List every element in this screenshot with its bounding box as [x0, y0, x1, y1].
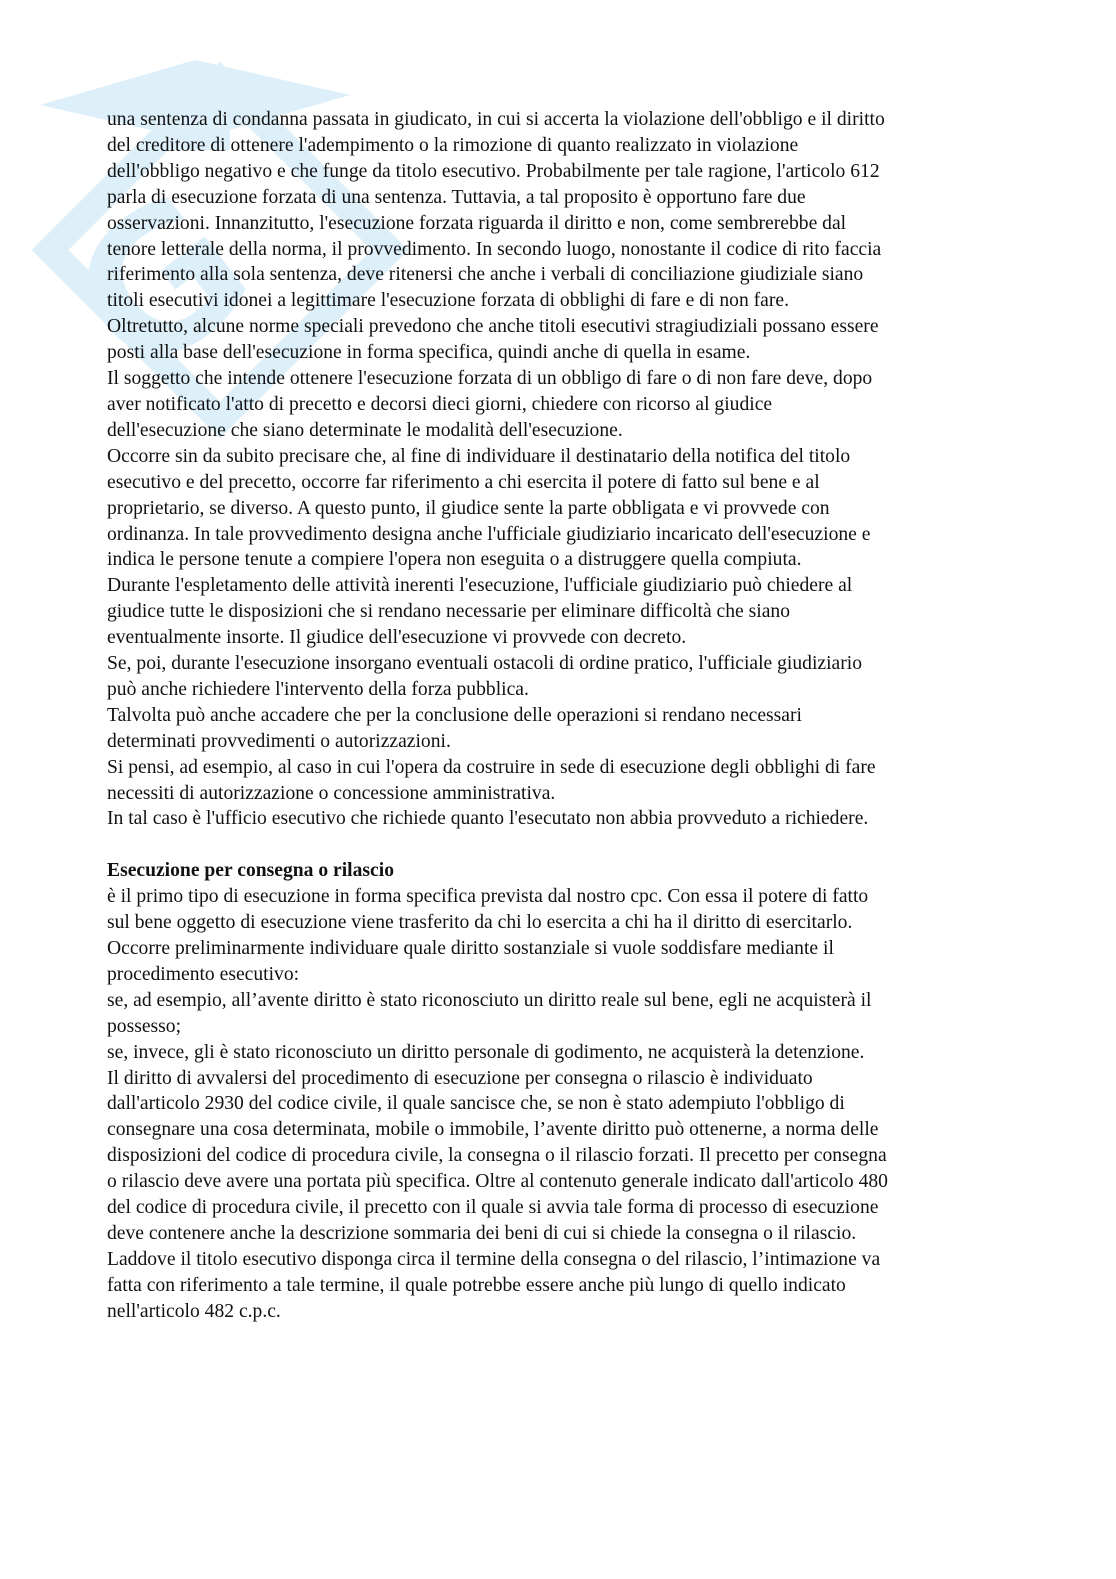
- text-line: deve contenere anche la descrizione sommaria dei beni di cui si chiede la consegna o il rilascio.: [107, 1222, 857, 1244]
- text-line: ordinanza. In tale provvedimento designa anche l'ufficiale giudiziario incaricato dell'esecuzione e: [107, 523, 871, 545]
- text-line: consegnare una cosa determinata, mobile o immobile, l’avente diritto può ottenerne, a norma delle: [107, 1119, 879, 1141]
- text-line: nell'articolo 482 c.p.c.: [107, 1300, 281, 1322]
- text-line: proprietario, se diverso. A questo punto, il giudice sente la parte obbligata e vi provvede con: [107, 497, 830, 519]
- text-line: del codice di procedura civile, il precetto con il quale si avvia tale forma di processo di esecuzione: [107, 1197, 879, 1219]
- text-line: disposizioni del codice di procedura civile, la consegna o il rilascio forzati. Il precetto per consegna: [107, 1145, 887, 1167]
- text-line: Talvolta può anche accadere che per la conclusione delle operazioni si rendano necessari: [107, 704, 802, 726]
- text-line: In tal caso è l'ufficio esecutivo che richiede quanto l'esecutato non abbia provveduto a richiedere.: [107, 808, 869, 830]
- text-line: determinati provvedimenti o autorizzazioni.: [107, 730, 451, 752]
- text-line: indica le persone tenute a compiere l'opera non eseguita o a distruggere quella compiuta.: [107, 549, 802, 571]
- text-line: una sentenza di condanna passata in giudicato, in cui si accerta la violazione dell'obbligo e il diritto: [107, 109, 885, 130]
- text-line: giudice tutte le disposizioni che si rendano necessarie per eliminare difficoltà che siano: [107, 601, 790, 623]
- text-line: procedimento esecutivo:: [107, 963, 300, 985]
- text-line: necessiti di autorizzazione o concessione amministrativa.: [107, 782, 556, 804]
- text-line: possesso;: [107, 1015, 182, 1037]
- text-line: esecutivo e del precetto, occorre far riferimento a chi esercita il potere di fatto sul bene e al: [107, 471, 820, 493]
- text-line: del creditore di ottenere l'adempimento o la rimozione di quanto realizzato in violazione: [107, 134, 799, 156]
- text-line: Il soggetto che intende ottenere l'esecuzione forzata di un obbligo di fare o di non fare deve, dopo: [107, 368, 873, 390]
- text-line: Laddove il titolo esecutivo disponga circa il termine della consegna o del rilascio, l’intimazione va: [107, 1248, 881, 1270]
- svg-text:G: G: [31, 149, 291, 420]
- text-line: dell'obbligo negativo e che funge da titolo esecutivo. Probabilmente per tale ragione, l'articolo 612: [107, 160, 880, 182]
- text-line: se, invece, gli è stato riconosciuto un diritto personale di godimento, ne acquisterà la detenzione.: [107, 1041, 865, 1063]
- text-line: dell'esecuzione che siano determinate le modalità dell'esecuzione.: [107, 419, 623, 441]
- text-line: osservazioni. Innanzitutto, l'esecuzione forzata riguarda il diritto e non, come sembrerebbe dal: [107, 212, 847, 234]
- text-line: o rilascio deve avere una portata più specifica. Oltre al contenuto generale indicato dall'articolo 480: [107, 1171, 888, 1193]
- text-line: tenore letterale della norma, il provvedimento. In secondo luogo, nonostante il codice di rito faccia: [107, 238, 882, 260]
- text-line: Se, poi, durante l'esecuzione insorgano eventuali ostacoli di ordine pratico, l'ufficiale giudiziario: [107, 653, 863, 675]
- text-line: Si pensi, ad esempio, al caso in cui l'opera da costruire in sede di esecuzione degli obblighi di fare: [107, 756, 876, 778]
- document-body: [107, 107, 1007, 1325]
- text-line: può anche richiedere l'intervento della forza pubblica.: [107, 678, 529, 700]
- text-line: Il diritto di avvalersi del procedimento di esecuzione per consegna o rilascio è individuato: [107, 1067, 813, 1089]
- text-line: riferimento alla sola sentenza, deve ritenersi che anche i verbali di conciliazione giudiziale siano: [107, 264, 864, 286]
- text-line: è il primo tipo di esecuzione in forma specifica prevista dal nostro cpc. Con essa il potere di fatto: [107, 886, 869, 908]
- text-line: se, ad esempio, all’avente diritto è stato riconosciuto un diritto reale sul bene, egli ne acquisterà il: [107, 989, 872, 1011]
- section-obblighi-di-fare: [107, 107, 1007, 832]
- section-heading: Esecuzione per consegna o rilascio: [107, 860, 394, 882]
- text-line: Occorre preliminarmente individuare quale diritto sostanziale si vuole soddisfare mediante il: [107, 937, 834, 959]
- text-line: dall'articolo 2930 del codice civile, il quale sancisce che, se non è stato adempiuto l'obbligo di: [107, 1093, 845, 1115]
- section-consegna-rilascio: [107, 858, 1007, 1324]
- text-line: eventualmente insorte. Il giudice dell'esecuzione vi provvede con decreto.: [107, 627, 687, 649]
- paragraph-spacer: [107, 832, 1007, 858]
- text-line: Occorre sin da subito precisare che, al fine di individuare il destinatario della notifica del titolo: [107, 445, 851, 467]
- text-line: Oltretutto, alcune norme speciali prevedono che anche titoli esecutivi stragiudiziali possano essere: [107, 316, 879, 338]
- text-line: aver notificato l'atto di precetto e decorsi dieci giorni, chiedere con ricorso al giudice: [107, 393, 773, 415]
- text-line: parla di esecuzione forzata di una sentenza. Tuttavia, a tal proposito è opportuno fare due: [107, 186, 806, 208]
- text-line: titoli esecutivi idonei a legittimare l'esecuzione forzata di obblighi di fare e di non fare.: [107, 290, 789, 312]
- text-line: Durante l'espletamento delle attività inerenti l'esecuzione, l'ufficiale giudiziario può chiedere al: [107, 575, 853, 597]
- text-line: fatta con riferimento a tale termine, il quale potrebbe essere anche più lungo di quello indicato: [107, 1274, 846, 1296]
- text-line: sul bene oggetto di esecuzione viene trasferito da chi lo esercita a chi ha il diritto di esercitarlo.: [107, 912, 853, 934]
- text-line: posti alla base dell'esecuzione in forma specifica, quindi anche di quella in esame.: [107, 342, 751, 364]
